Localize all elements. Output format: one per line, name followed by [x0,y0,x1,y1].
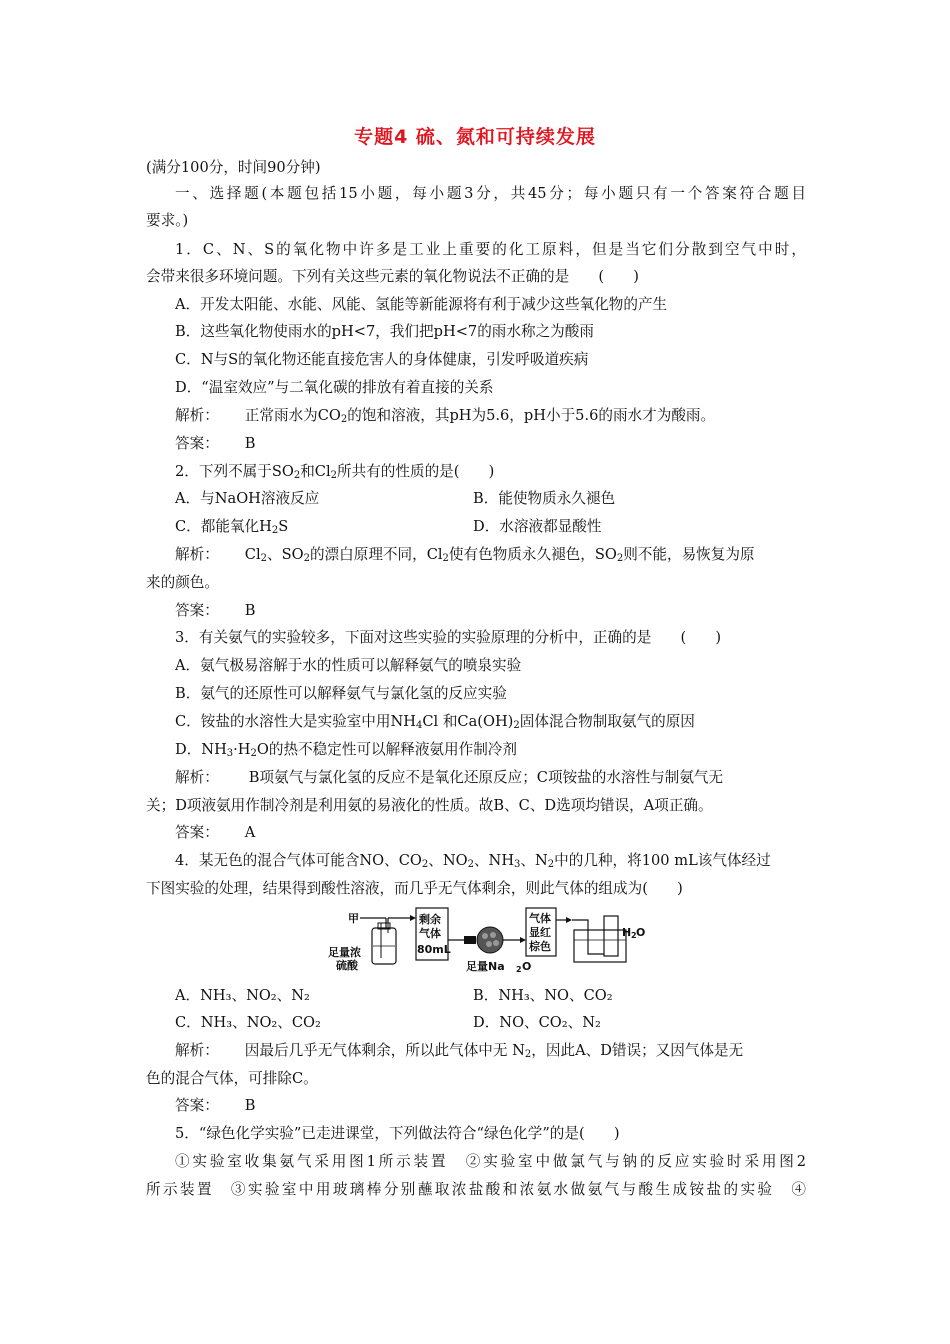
q1-option-d: D．“温室效应”与二氧化碳的排放有着直接的关系 [175,379,494,396]
q3-stem: 3．有关氨气的实验较多，下面对这些实验的实验原理的分析中，正确的是 ( ) [175,629,722,646]
svg-text:O: O [636,926,646,939]
q2-explanation-cont: 来的颜色。 [146,574,219,591]
label-acid-2: 硫酸 [336,959,358,972]
q3-option-c: C．铵盐的水溶性大是实验室中用$NH_4Cl$ 和$Ca(OH)_2$固体混合物制取氨气的原因 [175,713,695,731]
q1-answer: 答案： B [175,435,256,452]
q3-option-a: A．氨气极易溶解于水的性质可以解释氨气的喷泉实验 [175,657,522,674]
water-trough-icon [572,916,626,962]
q4-explanation-cont: 色的混合气体，可排除C。 [146,1070,318,1087]
answer-label: 答案： [175,602,219,619]
wash-bottle-icon [372,923,396,964]
q3-answer: 答案： A [175,824,256,841]
explanation-label: 解析： [175,769,219,786]
tube-connector [464,936,476,944]
q1-option-a: A．开发太阳能、水能、风能、氢能等新能源将有利于减少这些氧化物的产生 [175,296,668,313]
q2-option-b: B．能使物质永久褪色 [473,490,616,507]
q2-explanation: 解析： $Cl_2$、$SO_2$的漂白原理不同，$Cl_2$使有色物质永久褪色，$SO_2$则不能，易恢复为原 [175,546,755,564]
svg-text:H: H [622,926,632,939]
q2-option-a: A．与NaOH溶液反应 [175,490,320,507]
q1-option-c: C．N与S的氧化物还能直接危害人的身体健康，引发呼吸道疾病 [175,351,589,368]
explanation-label: 解析： [175,407,219,424]
svg-text:80mL: 80mL [417,943,451,956]
q4-option-a: A．NH₃、NO₂、N₂ [175,987,310,1004]
q4-option-c: C．NH₃、NO₂、CO₂ [175,1014,321,1031]
svg-text:足量Na: 足量Na [466,960,505,973]
label-jia: 甲 [348,912,359,925]
q1-option-b: B．这些氧化物使雨水的pH<7，我们把pH<7的雨水称之为酸雨 [175,323,594,340]
q5-stem: 5．“绿色化学实验”已走进课堂，下列做法符合“绿色化学”的是( ) [175,1125,620,1142]
svg-text:棕色: 棕色 [529,940,551,953]
q4-answer: 答案： B [175,1097,256,1114]
q4-option-b: B．NH₃、NO、CO₂ [473,987,613,1004]
experiment-apparatus-figure [326,906,666,974]
q4-explanation: 解析： 因最后几乎无气体剩余，所以此气体中无 $N_2$，因此A、D错误；又因气体是无 [175,1042,744,1060]
q1-stem: 1．C、N、S的氧化物中许多是工业上重要的化工原料，但是当它们分散到空气中时， [175,241,806,258]
svg-text:气体: 气体 [529,912,551,925]
q3-option-b: B．氨气的还原性可以解释氨气与氯化氢的反应实验 [175,685,507,702]
q5-item-line-1: ①实验室收集氨气采用图1所示装置 ②实验室中做氯气与钠的反应实验时采用图2 [175,1153,806,1170]
exam-meta: (满分100分，时间90分钟) [146,159,321,176]
svg-text:气体: 气体 [419,927,441,940]
q2-stem: 2．下列不属于$SO_2$和$Cl_2$所共有的性质的是( ) [175,463,495,481]
q4-stem: 4．某无色的混合气体可能含NO、$CO_2$、$NO_2$、$NH_3$、$N_2$中的几种，将100 mL该气体经过 [175,852,771,870]
drying-tube-icon [477,927,503,953]
answer-label: 答案： [175,824,219,841]
svg-text:2: 2 [631,931,637,940]
svg-text:剩余: 剩余 [419,913,441,926]
q3-explanation: 解析： B项氨气与氯化氢的反应不是氧化还原反应；C项铵盐的水溶性与制氨气无 [175,769,724,786]
explanation-label: 解析： [175,546,219,563]
q5-item-line-2: 所示装置 ③实验室中用玻璃棒分别蘸取浓盐酸和浓氨水做氨气与酸生成铵盐的实验 ④ [146,1181,806,1198]
q4-option-d: D．NO、CO₂、N₂ [473,1014,601,1031]
q3-explanation-cont: 关；D项液氨用作制冷剂是利用氨的易液化的性质。故B、C、D选项均错误，A项正确。 [146,797,713,814]
explanation-label: 解析： [175,1042,219,1059]
q1-explanation: 解析： 正常雨水为$CO_2$的饱和溶液，其pH为5.6，pH小于5.6的雨水才为酸雨。 [175,407,716,425]
q4-stem-cont: 下图实验的处理，结果得到酸性溶液，而几乎无气体剩余，则此气体的组成为( ) [146,880,683,897]
q3-option-d: D．$NH_3\cdot H_2O$的热不稳定性可以解释液氨用作制冷剂 [175,741,517,759]
q2-option-d: D．水溶液都显酸性 [473,518,602,535]
answer-label: 答案： [175,1097,219,1114]
svg-text:显红: 显红 [529,926,551,939]
answer-label: 答案： [175,435,219,452]
q2-answer: 答案： B [175,602,256,619]
page-title: 专题4 硫、氮和可持续发展 [354,126,596,148]
svg-text:2: 2 [516,965,522,974]
section-heading: 一、选择题(本题包括15小题，每小题3分，共45分；每小题只有一个答案符合题目 [175,185,806,202]
q2-option-c: C．都能氧化$H_2S$ [175,518,289,536]
label-acid-1: 足量浓 [328,946,361,959]
section-heading-cont: 要求。) [146,212,189,229]
svg-text:O: O [522,960,532,973]
q1-stem-cont: 会带来很多环境问题。下列有关这些元素的氧化物说法不正确的是 ( ) [146,268,639,285]
